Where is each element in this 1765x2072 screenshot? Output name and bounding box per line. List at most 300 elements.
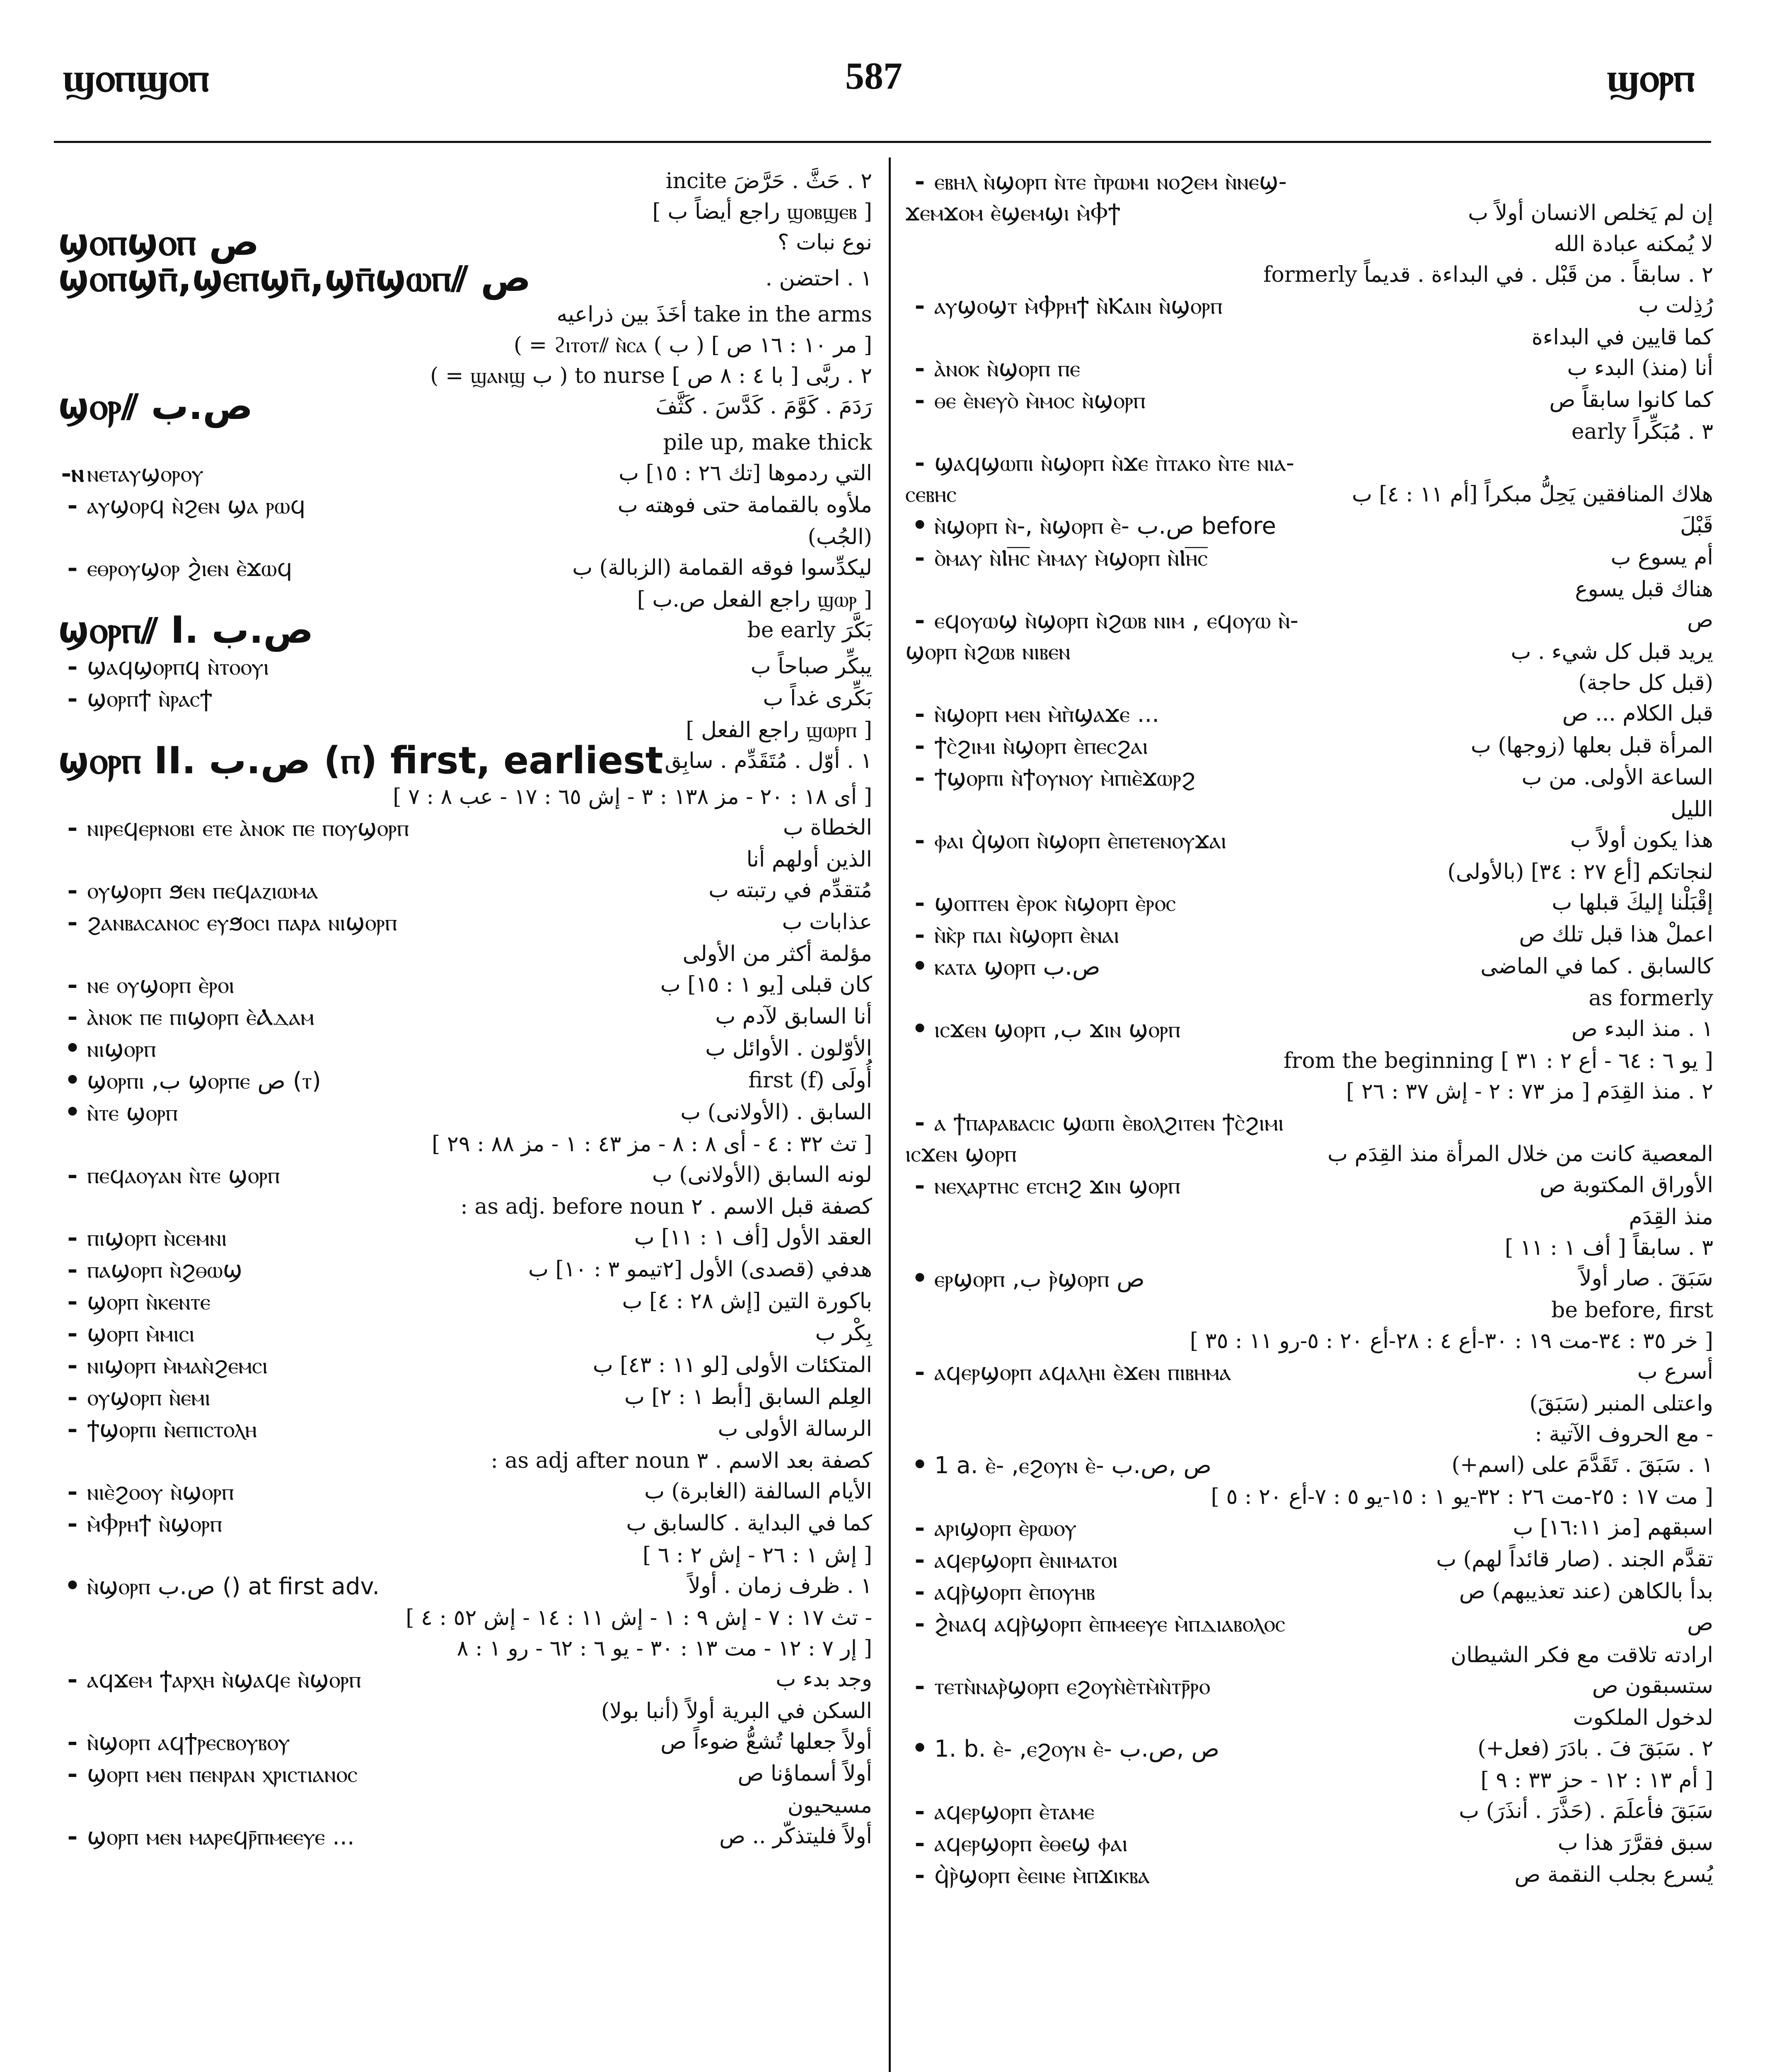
entry-marker: - <box>914 385 925 414</box>
entry-subline-text: from the beginning [ يو ٦ : ٦٤ - أع ٢ : ٣١ ] <box>1284 1048 1713 1073</box>
entry-line <box>905 1326 1713 1356</box>
translation-text: سَبَقَ فأعلَمَ . (حَذَّرَ . أنذَرَ) ب <box>1459 1798 1713 1823</box>
translation-text: هدفي (قصدى) الأول [٢تيمو ٣ : ١٠] ب <box>528 1257 872 1282</box>
entry-subline-text: منذ القِدَم <box>1629 1205 1713 1230</box>
entry-line <box>905 1107 1713 1139</box>
entry-marker: - <box>914 1796 925 1825</box>
entry-line <box>58 1696 872 1726</box>
translation-text: يريد قبل كل شيء . ب <box>1511 639 1713 664</box>
translation-text: يُسرع بجلب النقمة ص <box>1514 1862 1713 1887</box>
coptic-text: ⲁ̀ⲛⲟⲕ ⲛ̀ϣⲟⲣⲡ ⲡⲉ <box>934 355 1081 382</box>
coptic-text: ϣⲟⲣⲡ ⲙ̀ⲙⲓⲥⲓ <box>87 1320 195 1347</box>
translation-text: ليكدِّسوا فوقه القمامة (الزبالة) ب <box>572 555 872 580</box>
entry-line <box>905 259 1713 290</box>
entry-line <box>58 1254 872 1286</box>
coptic-text: ⲁϥⲉⲣϣⲟⲣⲡ ⲁϥⲁⲗⲏⲓ ⲉ̀ϫⲉⲛ ⲡⲓⲃⲏⲙⲁ <box>934 1359 1231 1386</box>
coptic-text: ϩⲁⲛⲃⲁⲥⲁⲛⲟⲥ ⲉⲩϧⲟⲥⲓ ⲡⲁⲣⲁ ⲛⲓϣⲟⲣⲡ <box>87 909 397 936</box>
entry-line <box>905 1295 1713 1326</box>
entry-line <box>905 198 1713 229</box>
entry-line <box>905 857 1713 887</box>
entry-marker: - <box>67 1382 78 1411</box>
translation-text: كالسابق . كما في الماضى <box>1480 954 1713 979</box>
translation-text: كان قبلى [يو ١ : ١٥] ب <box>660 972 872 997</box>
entry-line <box>905 1608 1713 1640</box>
entry-line <box>905 605 1713 637</box>
translation-text: بِكْر ب <box>815 1321 872 1346</box>
translation-text: نوع نبات ؟ <box>778 230 872 255</box>
entry-line <box>58 1508 872 1540</box>
coptic-text: ⲁϥⲣ̀ϣⲟⲣⲡ ⲉ̀ⲡⲟⲩⲏⲃ <box>934 1578 1095 1605</box>
translation-text: ص <box>1687 1611 1713 1636</box>
entry-marker: - <box>914 731 925 760</box>
entry-line <box>905 730 1713 762</box>
coptic-text: ⲁ ϯⲡⲁⲣⲁⲃⲁⲥⲓⲥ ϣⲱⲡⲓ ⲉ̀ⲃⲟⲗϩⲓⲧⲉⲛ ϯⲥ̀ϩⲓⲙⲓ <box>934 1109 1284 1136</box>
entry-marker: • <box>912 1450 928 1479</box>
entry-subline-text: [ خر ٣٥ : ٣٤-مت ١٩ : ٣٠-أع ٤ : ٢٨-أع ٢٠ : ٥-رو ١١ : ٣٥ ] <box>1190 1329 1713 1353</box>
entry-subline-text: ٢ . منذ القِدَم [ مز ٧٣ : ٢ - إش ٣٧ : ٢٦ ] <box>1346 1079 1713 1104</box>
entry-line <box>58 1286 872 1318</box>
coptic-text: ⲛ̀ⲕ̀ⲣ ⲡⲁⲓ ⲛ̀ϣⲟⲣⲡ ⲉ̀ⲛⲁⲓ <box>934 922 1119 949</box>
entry-marker: - <box>914 167 925 196</box>
entry-line <box>905 1828 1713 1859</box>
entry-subline-text: : as adj after noun كصفة بعد الاسم . ٣ <box>491 1448 872 1473</box>
entry-marker: • <box>912 1734 928 1763</box>
coptic-text: ϣⲟⲣⲡⲓ ,ب ϣⲟⲣⲡⲉ ص (ⲧ) <box>87 1067 321 1094</box>
entry-subline-text: [ أى ١٨ : ٢٠ - مز ١٣٨ : ٣ - إش ٦٥ : ١٧ - عب ٨ : ٧ ] <box>393 784 872 809</box>
entry-marker: - <box>67 1665 78 1694</box>
translation-text: أولاً جعلها تُشعُّ ضوءاً ص <box>660 1729 872 1754</box>
entry-marker: - <box>67 1509 78 1538</box>
translation-text: إن لم يَخلص الانسان أولاً ب <box>1468 201 1713 225</box>
entry-line <box>58 651 872 683</box>
entry-line <box>58 812 872 844</box>
entry-line <box>58 490 872 522</box>
entry-marker: - <box>67 970 78 999</box>
headword: ϣⲟⲣ⫽ ص.ب <box>58 385 253 428</box>
entry-marker: - <box>914 920 925 949</box>
translation-text: ١ . أوّل . مُتَقَدِّم . سابِق <box>665 748 872 773</box>
translation-text: قَبْلَ <box>1680 513 1713 538</box>
translation-text: ١ . ظرف زمان . أولاً <box>688 1573 872 1598</box>
entry-line <box>905 1670 1713 1702</box>
translation-text: ستسبقون ص <box>1592 1673 1713 1698</box>
entry-line <box>905 1356 1713 1388</box>
translation-text: ٣ . مُبَكِّراً early <box>1571 419 1713 444</box>
coptic-text: ϯⲥ̀ϩⲓⲙⲓ ⲛ̀ϣⲟⲣⲡ ⲉ̀ⲡⲉⲥϩⲁⲓ <box>934 733 1148 760</box>
coptic-text: ϯϣⲟⲣⲡⲓ ⲛ̀ϯⲟⲩⲛⲟⲩ ⲙ̀ⲡⲓⲉ̀ϫⲱⲣϩ <box>934 765 1196 792</box>
entry-line <box>58 907 872 939</box>
entry-line <box>905 1263 1713 1295</box>
entry-subline-text: (الجُب) <box>808 525 872 549</box>
entry-line <box>905 290 1713 322</box>
coptic-text: 1 a. ⲉ̀- ,ⲉϩⲟⲩⲛ ⲉ̀- ص ,ص.ب <box>934 1452 1212 1479</box>
coptic-text: ⲁⲩϣⲟϣⲧ ⲙ̀Ⲫⲣⲏϯ ⲛ̀Ⲕⲁⲓⲛ ⲛ̀ϣⲟⲣⲡ <box>934 293 1223 320</box>
coptic-text: ϥ̀ⲣ̀ϣⲟⲣⲡ ⲉ̀ⲉⲓⲛⲉ ⲙ̀ⲡϫⲓⲕⲃⲁ <box>934 1862 1150 1889</box>
entry-line <box>905 542 1713 574</box>
translation-text: يبكِّر صباحاً ب <box>750 654 872 679</box>
entry-line <box>905 1419 1713 1450</box>
entry-subline-text: ارادته تلاقت مع فكر الشيطان <box>1451 1643 1713 1668</box>
translation-text: بَكِّرى غداً ب <box>763 686 872 711</box>
entry-line <box>905 698 1713 730</box>
entry-line <box>905 1388 1713 1419</box>
headword: ϣⲟⲣⲡ II. ص.ب (ⲡ) first, earliest <box>58 739 663 782</box>
translation-text: الأوّلون . الأوائل ب <box>705 1036 872 1061</box>
translation-text: لونه السابق (الأولانى) ب <box>652 1162 872 1187</box>
translation-text: أنا السابق لآدم ب <box>715 1004 872 1029</box>
entry-marker: - <box>67 876 78 905</box>
coptic-text: ϣⲁϥϣⲟⲣⲡϥ ⲛ̀ⲧⲟⲟⲩⲓ <box>87 654 269 680</box>
entry-line <box>905 166 1713 198</box>
coptic-text: ⲉϥⲟⲩⲱϣ ⲛ̀ϣⲟⲣⲡ ⲛ̀ϩⲱⲃ ⲛⲓⲙ , ⲉϥⲟⲩⲱ ⲛ̀- <box>934 607 1298 634</box>
coptic-text: ⲁϥⲉⲣϣⲟⲣⲡ ⲉ̀ⲑⲉϣ ⲫⲁⲓ <box>934 1830 1128 1857</box>
entry-line <box>58 1540 872 1571</box>
translation-text: ١ . منذ البدء ص <box>1571 1017 1713 1041</box>
entry-marker: • <box>64 1066 81 1095</box>
entry-line <box>58 427 872 458</box>
translation-text: أنا (منذ) البدء ب <box>1567 356 1713 380</box>
entry-line <box>58 257 872 300</box>
entry-line <box>905 983 1713 1014</box>
entry-marker: - <box>67 1822 78 1851</box>
coptic-text: ⲛⲉ ⲟⲩϣⲟⲣⲡ ⲉ̀ⲣⲟⲓ <box>87 972 235 999</box>
translation-text: الأوراق المكتوبة ص <box>1539 1173 1713 1198</box>
entry-line <box>58 1758 872 1790</box>
entry-line <box>905 229 1713 259</box>
entry-line <box>58 385 872 428</box>
entry-line <box>58 1222 872 1254</box>
coptic-text: ϩ̀ⲛⲁϥ ⲁϥⲣ̀ϣⲟⲣⲡ ⲉ̀ⲡⲙⲉⲉⲩⲉ ⲙ̀ⲡⲇⲓⲁⲃⲟⲗⲟⲥ <box>934 1610 1286 1637</box>
entry-marker: - <box>914 448 925 477</box>
translation-text: أُولَى first (f) <box>748 1068 872 1093</box>
coptic-text: ⲁⲣⲓϣⲟⲣⲡ ⲉ̀ⲣⲱⲟⲩ <box>934 1515 1077 1542</box>
translation-text: ٢ . حَثَّ . حَرَّضَ incite <box>665 169 872 194</box>
entry-line <box>58 1097 872 1129</box>
entry-line <box>905 919 1713 951</box>
entry-line <box>905 794 1713 825</box>
entry-subline-text: أخَذَ بين ذراعيه take in the arms <box>556 302 872 327</box>
coptic-text: ⲟⲩϣⲟⲣⲡ ⲛ̀ⲉⲙⲓ <box>87 1384 210 1411</box>
translation-text: ملأوه بالقمامة حتى فوهته ب <box>617 493 872 518</box>
translation-text: رَدَمَ . كَوَّمَ . كَدَّسَ . كَثَّفَ <box>655 394 872 419</box>
entry-line <box>58 1790 872 1821</box>
entry-marker: - <box>67 1727 78 1756</box>
entry-line <box>905 637 1713 668</box>
coptic-text: ⲛⲉⲭⲁⲣⲧⲏⲥ ⲉⲧⲥⲏϩ ϫⲓⲛ ϣⲟⲣⲡ <box>934 1172 1180 1199</box>
entry-line <box>905 479 1713 510</box>
coptic-text: ⲉⲣϣⲟⲣⲡ ,ب ⲣ̀ϣⲟⲣⲡ ص <box>934 1266 1145 1293</box>
entry-marker: • <box>912 1264 928 1293</box>
translation-text: وجد بدء ب <box>776 1667 872 1692</box>
entry-subline-text: [ تث ١٧ : ٧ - إش ٩ : ١ - إش ١١ : ١٤ - إش ٥٢ : ٤ - <box>406 1605 872 1630</box>
coptic-text: ⲓⲥϫⲉⲛ ϣⲟⲣⲡ <box>905 1140 1017 1167</box>
entry-subline-text: ( = ϩⲓⲧⲟⲧ⫽ ⲛ̀ⲥⲁ ( ب ) [ مر ١٠ : ١٦ ص ] <box>513 333 872 358</box>
entry-line <box>58 1350 872 1382</box>
entry-marker: - <box>67 1477 78 1506</box>
translation-text: هلاك المنافقين يَحِلُّ مبكراً [أم ١١ : ٤] ب <box>1352 482 1713 507</box>
coptic-text: ⲛⲓϣⲟⲣⲡ ⲙ̀ⲙⲁⲛ̀ϩⲉⲙⲥⲓ <box>87 1352 268 1379</box>
entry-marker: - <box>914 1357 925 1386</box>
entry-marker: - <box>67 684 78 713</box>
entry-line <box>905 353 1713 385</box>
entry-line <box>58 683 872 715</box>
entry-line <box>905 1139 1713 1170</box>
translation-text: أم يسوع ب <box>1610 545 1713 570</box>
translation-text: ١ . سَبَقَ . تَقَدَّمَ على (اسم+) <box>1451 1452 1713 1477</box>
entry-line <box>58 1633 872 1664</box>
entry-subline-text: pile up, make thick <box>663 430 872 455</box>
entry-line <box>905 416 1713 447</box>
entry-line <box>905 1733 1713 1765</box>
entry-marker: - <box>67 1223 78 1252</box>
translation-text: باكورة التين [إش ٢٨ : ٤] ب <box>622 1289 872 1314</box>
translation-text: المرأة قبل بعلها (زوجها) ب <box>1470 733 1713 758</box>
translation-text: مُتقدِّم في رتبته ب <box>708 878 872 903</box>
translation-text: التي ردموها [تك ٢٦ : ١٥] ب <box>619 461 872 486</box>
entry-marker: - <box>914 1171 925 1200</box>
translation-text: السابق . (الأولانى) ب <box>680 1100 872 1125</box>
translation-text: بَكَّرَ be early <box>747 618 872 643</box>
entry-line <box>58 782 872 812</box>
entry-subline-text: الليل <box>1671 797 1713 822</box>
translation-text: أولاً أسماؤنا ص <box>737 1761 872 1786</box>
coptic-text: ⲛⲓϣⲟⲣⲡ <box>87 1036 156 1063</box>
entry-subline-text: : مع الحروف الآتية - <box>1535 1422 1713 1447</box>
translation-text: ٢ . سابقاً . من قَبْل . في البداءة . قديماً formerly <box>1263 262 1713 287</box>
entry-subline-text: [ مت ١٧ : ٢٥-مت ٢٦ : ٣٢-يو ١ : ١٥-يو ٥ : ٧-أع ٢٠ : ٥ ] <box>1211 1484 1713 1509</box>
entry-subline-text: [ إش ١ : ٢٦ - إش ٢ : ٦ ] <box>642 1543 872 1568</box>
entry-line <box>905 1450 1713 1481</box>
translation-text: سبق فقرَّرَ هذا ب <box>1557 1830 1713 1855</box>
entry-line <box>58 1191 872 1222</box>
entry-line <box>58 552 872 584</box>
entry-marker: • <box>912 511 928 540</box>
entry-line <box>58 1033 872 1065</box>
coptic-text: ⲙ̀Ⲫⲣⲏϯ ⲛ̀ϣⲟⲣⲡ <box>87 1510 222 1537</box>
entry-line <box>58 1571 872 1602</box>
entry-marker: - <box>67 652 78 681</box>
entry-marker: - <box>914 1577 925 1606</box>
entry-subline-text: كما قايين في البداءة <box>1531 325 1713 350</box>
coptic-text: ⲡⲁϣⲟⲣⲡ ⲛ̀ϩⲑⲱϣ <box>87 1256 242 1283</box>
translation-text: الساعة الأولى. من ب <box>1521 765 1713 790</box>
coptic-text: ⲁϥⲉⲣϣⲟⲣⲡ ⲉ̀ⲛⲓⲙⲁⲧⲟⲓ <box>934 1547 1118 1573</box>
entry-subline-text: مؤلمة أكثر من الأولى <box>682 942 872 966</box>
entry-marker: - <box>67 1255 78 1284</box>
coptic-text: ⲛ̀ϣⲟⲣⲡ ⲛ̀-, ⲛ̀ϣⲟⲣⲡ ⲉ̀- ص.ب before <box>934 513 1276 540</box>
column-divider <box>889 157 891 2072</box>
entry-line <box>58 1445 872 1476</box>
entry-line <box>905 1796 1713 1828</box>
coptic-text: ⲉⲃⲏⲗ ⲛ̀ϣⲟⲣⲡ ⲛ̀ⲧⲉ ⲡ̀ⲣⲱⲙⲓ ⲛⲟϩⲉⲙ ⲛ̀ⲛⲉϣ- <box>934 168 1287 195</box>
entry-marker: - <box>914 763 925 792</box>
entry-line <box>905 1576 1713 1608</box>
entry-line <box>905 825 1713 857</box>
entry-line <box>58 458 872 490</box>
entry-subline-text: (قبل كل حاجة) <box>1578 670 1713 695</box>
entry-subline-text: لا يُمكنه عبادة الله <box>1554 232 1713 257</box>
translation-text: العِلم السابق [أبط ١ : ٢] ب <box>624 1385 872 1409</box>
translation-text: بدأ بالكاهن (عند تعذيبهم) ص <box>1459 1579 1713 1604</box>
coptic-text: ⲫⲁⲓ ϥ̀ϣⲟⲡ ⲛ̀ϣⲟⲣⲡ ⲉ̀ⲡⲉⲧⲉⲛⲟⲩϫⲁⲓ <box>934 827 1226 854</box>
translation-text: اعملْ هذا قبل تلك ص <box>1519 922 1713 947</box>
entry-line <box>58 1602 872 1633</box>
entry-subline-text: as formerly <box>1588 986 1713 1011</box>
entry-subline-text: هناك قبل يسوع <box>1575 577 1713 602</box>
entry-marker: - <box>67 1002 78 1031</box>
entry-marker: - <box>67 1160 78 1189</box>
entry-line <box>58 330 872 361</box>
coptic-text: ϣⲟⲣⲡ ⲙⲉⲛ ⲡⲉⲛⲣⲁⲛ ⲭⲣⲓⲥⲧⲓⲁⲛⲟⲥ <box>87 1761 358 1788</box>
entry-subline-text: [ تث ٣٢ : ٤ - أى ٨ : ٨ - مز ٤٣ : ١ - مز ٨٨ : ٢٩ ] <box>432 1132 872 1157</box>
translation-text: ٢ . سَبَقَ فَ . بادَرَ (فعل+) <box>1477 1736 1713 1761</box>
entry-marker: • <box>912 952 928 981</box>
entry-marker: - <box>914 1108 925 1137</box>
coptic-text: ⲁⲩϣⲟⲣϥ ⲛ̀ϩⲉⲛ ϣⲁ ⲣⲱϥ <box>87 492 306 519</box>
translation-text: اسبقهم [مز ١٦:١١] ب <box>1513 1515 1713 1540</box>
entry-marker: - <box>67 491 78 520</box>
entry-line <box>905 887 1713 919</box>
entry-marker: - <box>914 291 925 320</box>
coptic-text: ⲛ̀ϣⲟⲣⲡ ص.ب () at first adv. <box>87 1573 380 1600</box>
translation-text: أولاً فليتذكّر .. ص <box>719 1824 872 1849</box>
translation-text: كما كانوا سابقاً ص <box>1549 387 1713 412</box>
entry-marker: • <box>64 1034 81 1063</box>
entry-line <box>905 574 1713 605</box>
entry-line <box>58 1821 872 1853</box>
entry-marker: - <box>914 825 925 854</box>
entry-marker: - <box>67 1319 78 1348</box>
entry-line <box>905 1170 1713 1202</box>
entry-marker: - <box>914 353 925 382</box>
coptic-text: ϣⲟⲣⲡ ⲛ̀ϩⲱⲃ ⲛⲓⲃⲉⲛ <box>905 638 1071 665</box>
entry-line <box>58 1318 872 1350</box>
translation-text: ص <box>1687 608 1713 632</box>
entry-marker: - <box>914 1545 925 1574</box>
entry-line <box>905 447 1713 479</box>
page-header <box>0 0 1765 162</box>
entry-line <box>905 1702 1713 1733</box>
entry-subline-text: مسيحيون <box>787 1793 872 1818</box>
coptic-text: ⲓⲥϫⲉⲛ ϣⲟⲣⲡ ,ب ϫⲓⲛ ϣⲟⲣⲡ <box>934 1016 1180 1043</box>
entry-line <box>905 1859 1713 1891</box>
translation-text: الخطاة ب <box>783 815 872 840</box>
entry-marker: - <box>67 553 78 582</box>
entry-line <box>905 762 1713 794</box>
coptic-text: ϣⲟⲡⲧⲉⲛ ⲉ̀ⲣⲟⲕ ⲛ̀ϣⲟⲣⲡ ⲉ̀ⲣⲟⲥ <box>934 890 1176 917</box>
coptic-text: ϣⲟⲣⲡ ⲛ̀ⲕⲉⲛⲧⲉ <box>87 1288 210 1315</box>
entry-line <box>58 739 872 782</box>
coptic-text: ⲑⲉ ⲉ̀ⲛⲉⲩⲟ̀ ⲙ̀ⲙⲟⲥ ⲛ̀ϣⲟⲣⲡ <box>934 387 1146 414</box>
entry-line <box>58 166 872 196</box>
entry-marker: - <box>914 1860 925 1889</box>
entry-subline-text: [ راجع أيضاً ب ϣⲟⲃϣⲉⲃ ] <box>652 199 872 224</box>
entry-subline-text: الذين أولهم أنا <box>746 847 872 872</box>
entry-marker: - <box>914 1828 925 1857</box>
entry-line <box>58 522 872 552</box>
entry-line <box>905 1512 1713 1544</box>
translation-text: عذابات ب <box>782 910 872 934</box>
header-right-word: ϣⲟⲣⲡ <box>1606 54 1695 101</box>
page-number: 587 <box>845 55 902 97</box>
translation-text: تقدَّم الجند . (صار قائداً لهم) ب <box>1436 1547 1713 1572</box>
headword: ϣⲟⲣⲡ⫽ I. ص.ب <box>58 608 314 652</box>
coptic-text: ⲡⲉϥⲁⲟⲩⲁⲛ ⲛ̀ⲧⲉ ϣⲟⲣⲡ <box>87 1162 280 1189</box>
coptic-text: ⲁϥϫⲉⲙ ϯⲁⲣⲭⲏ ⲛ̀ϣⲁϥⲉ ⲛ̀ϣⲟⲣⲡ <box>87 1666 361 1693</box>
coptic-text: ⲛⲉⲧⲁⲩϣⲟⲣⲟⲩ <box>87 460 203 487</box>
entry-line <box>905 385 1713 416</box>
entry-line <box>58 1001 872 1033</box>
coptic-text: ϫⲉⲙϫⲟⲙ ⲉ̀ϣⲉⲙϣⲓ ⲙ̀Ⲫϯ <box>905 199 1121 226</box>
translation-text: المعصية كانت من خلال المرأة منذ القِدَم ب <box>1327 1142 1713 1167</box>
entry-line <box>905 1232 1713 1263</box>
translation-text: كما في البداية . كالسابق ب <box>626 1511 872 1536</box>
coptic-text: ϣⲟⲣⲡϯ ⲛ̀ⲣⲁⲥϯ <box>87 685 213 712</box>
coptic-text: ⲟ̀ⲙⲁⲩ ⲛ̀Ⲓⲏ̅ⲥ̅ ⲙ̀ⲙⲁⲩ ⲙ̀ϣⲟⲣⲡ ⲛ̀Ⲓⲏ̅ⲥ̅ <box>934 545 1208 571</box>
entry-line <box>905 1076 1713 1107</box>
coptic-text: ⲕⲁⲧⲁ ϣⲟⲣⲡ ص.ب <box>934 954 1100 980</box>
coptic-text: ⲛ̀ϣⲟⲣⲡ ⲁϥϯⲣⲉⲥⲃⲟⲩⲃⲟⲩ <box>87 1729 290 1756</box>
entry-line <box>905 1765 1713 1796</box>
translation-text: هذا يكون أولاً ب <box>1570 828 1713 852</box>
translation-text: قبل الكلام ... ص <box>1562 701 1713 726</box>
translation-text: الرسالة الأولى ب <box>718 1416 872 1441</box>
entry-subline-text: be before, first <box>1551 1298 1713 1323</box>
entry-line <box>905 510 1713 542</box>
coptic-text: ⲛ̀ϣⲟⲣⲡ ⲙⲉⲛ ⲙ̀ⲡ̀ϣⲁϫⲉ ... <box>934 701 1160 728</box>
coptic-text: ⲧⲉⲧⲛ̀ⲛⲁⲣ̀ϣⲟⲣⲡ ⲉϩⲟⲩⲛ̀ⲉ̀ⲧⲙ̀ⲛ̀ⲧⲣ̄ⲣⲟ <box>934 1673 1210 1700</box>
translation-text: المتكئات الأولى [لو ١١ : ٤٣] ب <box>592 1353 872 1377</box>
translation-text: رُذِلت ب <box>1638 293 1713 318</box>
entry-subline-text: لدخول الملكوت <box>1573 1705 1713 1730</box>
entry-line <box>58 1159 872 1191</box>
entry-subline-text: ( = ϣⲁⲛϣ ب ) to nurse [ با ٤ : ٨ ص ] ٢ . ربَّى <box>430 363 872 388</box>
entry-line <box>905 668 1713 698</box>
entry-marker: - <box>914 543 925 572</box>
entry-marker: - <box>914 699 925 728</box>
entry-marker: -ⲛ <box>61 459 84 488</box>
entry-marker: - <box>67 1759 78 1788</box>
entry-marker: - <box>67 1287 78 1316</box>
header-rule <box>54 141 1711 143</box>
entry-subline-text: إر ٧ : ١٢ - مت ١٣ : ٣٠ - يو ٦ : ٦٢ - رو ١ : ٨ ] <box>457 1636 872 1661</box>
coptic-text: ϣⲟⲣⲡ ⲙⲉⲛ ⲙⲁⲣⲉϥⲣ̄ⲡⲙⲉⲉⲩⲉ ... <box>87 1823 355 1850</box>
coptic-text: ⲛⲓⲉ̀ϩⲟⲟⲩ ⲛ̀ϣⲟⲣⲡ <box>87 1479 234 1506</box>
entry-marker: - <box>914 605 925 634</box>
entry-line <box>905 1202 1713 1232</box>
entry-line <box>58 1065 872 1097</box>
entry-subline-text: [ راجع الفعل ϣⲱⲣⲡ ] <box>686 718 872 743</box>
header-left-word: ϣⲟⲡϣⲟⲡ <box>62 54 209 101</box>
entry-marker: - <box>67 908 78 937</box>
entry-marker: - <box>914 888 925 917</box>
coptic-text: ϣⲁϥϣⲱⲡⲓ ⲛ̀ϣⲟⲣⲡ ⲛ̀ϫⲉ ⲡ̀ⲧⲁⲕⲟ ⲛ̀ⲧⲉ ⲛⲓⲁ- <box>934 450 1294 477</box>
entry-line <box>905 1640 1713 1670</box>
entry-subline-text: (سَبَقَ) واعتلى المنبر <box>1529 1391 1713 1416</box>
entry-line <box>905 1544 1713 1576</box>
coptic-text: ⲉⲑⲣⲟⲩϣⲟⲣ ϩ̀ⲓⲉⲛ ⲉ̀ϫⲱϥ <box>87 555 293 582</box>
translation-text: إقْبَلْنا إليكَ قبلها ب <box>1552 890 1713 915</box>
translation-text: سَبَقَ . صار أولاً <box>1579 1266 1713 1291</box>
entry-marker: • <box>64 1098 81 1127</box>
entry-line <box>58 299 872 330</box>
entry-marker: - <box>914 1671 925 1700</box>
entry-line <box>58 1476 872 1508</box>
entry-marker: - <box>67 1351 78 1380</box>
entry-line <box>905 1046 1713 1076</box>
entry-line <box>905 1481 1713 1512</box>
entry-marker: - <box>67 1414 78 1443</box>
